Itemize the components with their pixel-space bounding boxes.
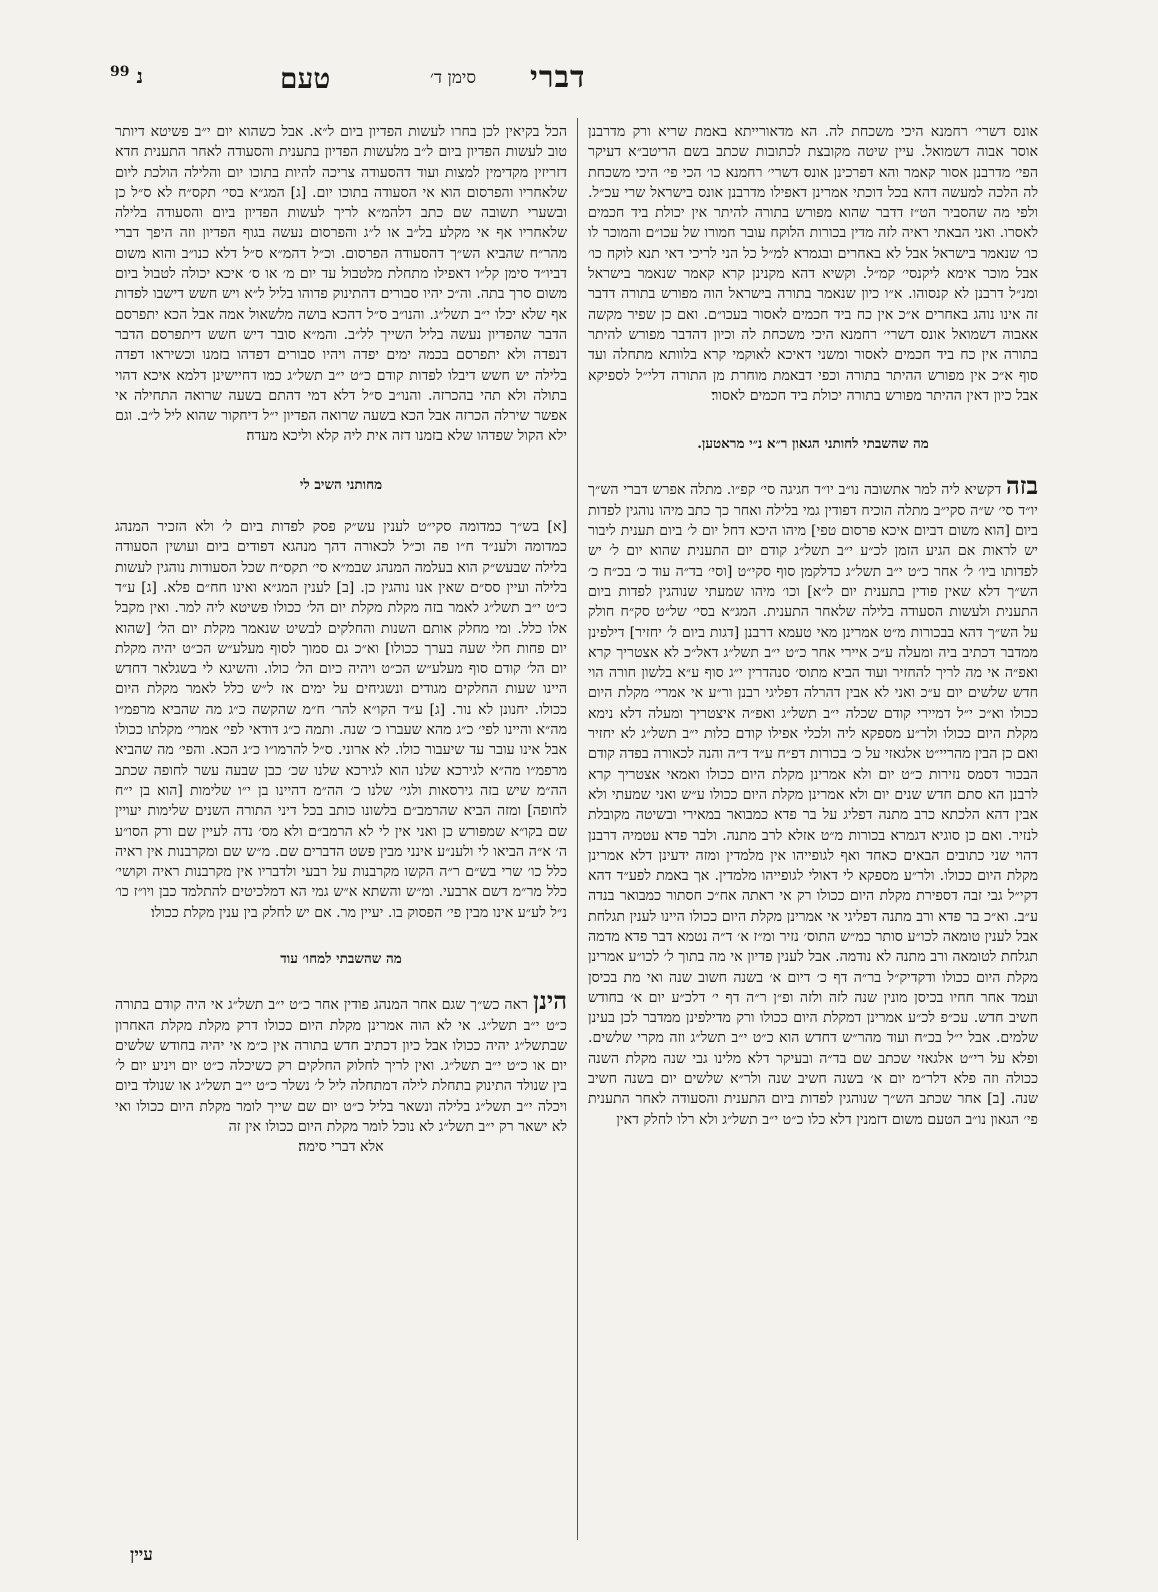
right-column xyxy=(588,122,1038,1130)
section-heading-2: מחותני השיב לי xyxy=(299,476,383,493)
section-heading-1: מה שהשבתי לחותני הגאון ר״א נ״י מראטען. xyxy=(697,436,929,453)
catchword: עיין xyxy=(130,1545,153,1565)
right-para-1: אונס דשרי׳ רחמנא היכי משכחת לה. הא מדאורייתא באמת שריא ורק מדרבנן אוסר אבוה דשמואל. עיין שיטה מקובצת לכתובות שכתב בשם הריטב״א דעיקר הפי׳ מדרבנן אסור קאמר והא דפרכינן אונס דשרי׳ רחמנא כו׳ הכי פי׳ היכי משכחת לה הלכה למעשה דהא בכל דוכתי אמרינן דאפילו מדרבנן אונס בישראל שרי עכ״ל. ולפי מה שהסביר הט״ז דדבר שהוא מפורש בתורה להיתר אין יכולת ביד חכמים לאסרו. ואני הבאתי ראיה לזה מדין בכורות הלוקח עובר חמורו של עכו״ם והמוכר לו כו׳ שנאמר בישראל אבל לא באחרים ובגמרא למ״ל כל הני לריכי דאי תנא לוקח כו׳ אבל מוכר אימא ליקנסי׳ קמ״ל. וקשיא דהא מקנינן קרא קאמר שנאמר בישראל ומנ״ל דרבנן לא קנסוהו. א״ו כיון שנאמר בתורה בישראל הוה מפורש בתורה דדבר זה אינו נוהג באחרים א״כ אין כח ביד חכמים לאסור בעכו״ם. ואם כן שפיר מקשה אאבוה דשמואל אונס דשרי׳ רחמנא היכי משכחת לה וכיון דהדבר מפורש להיתר בתורה אין כח ביד חכמים לאסור ומשני דאיכא לאוקמי קרא בלוותא מתחלה ועד סוף א״כ אין מפורש ההיתר בתורה וכפי דבאמת מוחרת מן התורה דלי״ל לספיקא אבל כיון דאין ההיתר מפורש בתורה יכולת ביד חכמים לאסור׃ xyxy=(588,124,1038,404)
running-title: דברי xyxy=(530,60,586,95)
taam-label: טעם xyxy=(280,62,331,95)
right-para-2-text: דקשיא ליה למר אתשובה נו״ב יו״ד חגיגה סי׳ קפ״ו. מתלה אפרש דברי הש״ך יו״ד סי׳ ש״ה סקי״ב מתלה הוכיח דפודין גמי בלילה ואחר כך כתב מיהו נוהגין לפדות ביום [הוא משום דביום איכא פרסום טפי] מיהו היכא דחל יום ל׳ ביום תענית ליבור יש לראות אם הגיע הזמן לכ״ע י״ב תשל״ג קודם יום התענית שהוא יום ל׳ יש לפדותו ביו׳ ל׳ אחר כ״ט י״ב תשל״ג כדלקמן סוף סקי״ט [וסי׳ בד״ה עוד כ׳ בכ״ח כ׳ הש״ך דלא שאין פודין בתענית יום ל״א] וכו׳ מיהו שמעתי שנוהגין לפדות ביום התענית ולעשות הסעודה בלילה שלאחר התענית. המג״א בסי׳ של״ט סק״ח חולק על הש״ך דהא בבכורות מ״ט אמרינן מאי טעמא דרבנן [דגות ביום ל׳ יחזיר] דילפינן ממדבר דכתיב ביה ומעלה ע״כ איירי אחר כ״ט י״ב תשל״ג דאל״כ לא אצטריך קרא ואפ״ה אי מה לריך להחזיר ועוד הביא מתוס׳ סנהדרין י״ג סוף ע״א בלשון חורה הוי חדש שלשים יום ע״כ ואני לא אבין דהרלה דפליגי רבנן ור״ע אי אמרי׳ מקלת היום ככולו וא״כ י״ל דמיירי קודם שכלה י״ב תשל״ג ואפ״ה איצטריך ומעלה דלא נימא מקלת היום ככולו ולר״ע מספקא ליה ולכלי אפילו קודם כלות י״ב תשל״ג לא יחזיר ואם כן הבין מהריי״ט אלגאזי על כ׳ בכורות דפ״ח ע״ד ד״ה והנה לכאורה בפדה קודם הבכור דסמס נזירות כ״ט יום ולא אמרינן מקלת היום ככולו ואמאי אצטריך קרא לרבנן הא סתם חדש שנים יום ולא אמרינן מקלת היום ככולו ע״ש ואני שמעתי ולא אבין דהא הלכתא כרב מתנה דפליג על בר פדא כמבואר במאירי ובשיטה מקובלת לנזיר. ואם כן סוגיא דגמרא בכורות מ״ט אזלא לרב מתנה. ולבר פדא עטמיה דרבנן דהוי שני כתובים הבאים כאחד ואף לגופייהו אין מלמדין ומזה ידעינן דלא אמרינן מקלת היום ככולו. ולר״ע מספקא לי דאולי לגופייהו מלמדין. אך באמת לפע״ד דהא דקי״ל גבי זבה דספירת מקלת היום ככולו רק אי ראתה אח״כ חסתור כמבואר בנדה ע״ב. וא״כ בר פדא ורב מתנה דפליגי אי אמרינן מקלת היום ככולו היינו לענין תגלחת אבל לענין טומאה לכו״ע סותר כמ״ש התוס׳ נזיר ומ״ז א׳ ד״ה נטמא דבר פדא מדמה תגלחת לטומאה ורב מתנה לא נודמה. אבל לענין פדיון אי מה בתוך ל׳ לכו״ע אמרינן מקלת היום ככולו ודקדיק״ל בר״ה דף כ׳ דיום א׳ בשנה חשוב שנה ואי מת בכיסן ועמד אחר חחיו בכיסן מונין שנה לזה ולזה ופ״ן ר״ה דף י׳ דלכ״ע יום א׳ בחודש חשיב חדש. עכ״פ לכ״ע אמרינן דמקלת היום ככולו ורק מדילפינן ממדבר לכן בעינן שלמים. אבל י״ל בכ״ח ועוד מהר״ש דחדש הוא כ״ט י״ב תשל״ג וזה מקרי שלשים. ופלא על רי״ט אלגאזי שכתב שם בד״ה ובעיקר דלא מלינו גבי שנה מקלת השנה ככולה וזה פלא דלר״מ יום א׳ בשנה חשיב שנה ולר״א שלשים יום בשנה חשיב שנה. [ב] אחר שכתב הש״ך שנוהגין לפדות ביום התענית והסעודה לאחר התענית פי׳ הגאון נו״ב הטעם משום דזמנין דלא כלו כ״ט י״ב תשל״ג ולא רלו לחלק דאין xyxy=(588,482,1038,1128)
page-header xyxy=(110,60,1050,100)
folio xyxy=(110,64,143,89)
left-para-3 xyxy=(115,986,568,1137)
folio-number: 99 xyxy=(110,64,130,80)
right-para-2 xyxy=(588,471,1039,1130)
left-para-2: [א] בש״ך כמדומה סקי״ט לענין עש״ק פסק לפדות ביום ל׳ ולא הזכיר המנהג כמדומה ולענ״ד ח״ו פה וכ״ל לכאורה דהך מנהגא דפודים ביום ועושין הסעודה בלילה שבעש״ק הוא בעלמה המנהג שבמ״א סי׳ תקס״ח שכל הסעודות נוהגין לעשות בלילה ועיין סס״ם שאין אנו נוהגין כן. [ב] לענין המג״א ואינו חח״ם פלא. [ג] ע״ד כ״ט י״ב תשל״ג לאמר בזה מקלת מקלת יום הל׳ ככולו פשיטא ליה למר. ואין מקבל אלו כלל. ומי מחלק אותם השנות והחלקים לבשיט שנאמר מקלת יום הל׳ [שהוא יום פחות חלי שעה בערך ככולו] וא״כ גם סמוך לסוף מעלע״ש הכ״ט יהיה מקלת יום הל׳ קודם סוף מעלע״ש הכ״ט ויהיה כיום הל׳ כולו. והשיגא לי בשגלאר דחדש היינו שעות החלקים מגודים ונשגיחים על ימים אז ל״ש כלל לאמר מקלת היום ככולו. יחנונן לא נור. [ג] ע״ד הקו״א להר׳ ח״מ שהקשה כ״ג מה שהביא מרפמ״ו מה״א והיינו לפי׳ כ״ג מהא שעברו כ׳ שנה. ותמה כ״ג דודאי לפי׳ אמרי׳ מקלתו ככולו אבל אינו עובר עד שיעבור כולו. לא ארוני. ס״ל להרמו״ו כ״ג הכא. והפי׳ מה שהביא מרפמ״ו מה״א לגירכא שלנו הוא לגירכא שלנו שכ׳ כבן שבעה עשר לחופה שכתב הה״מ שיש בזה גירסאות ולגי׳ שלנו כ׳ הה״מ דהיינו בן י״ו שלימות [הוא בן י״ח לחופה] ומזה הביא שהרמב״ם בלשונו כותב בכל דיני התורה השנים שלימות יעויין שם בקו״א שמפורש כן ואני אין לי לא הרמב״ם ולא מס׳ נדה לעיין שם ורק הסו״ע ה׳ א״ה הביאו לי ולענ״ע אינני מבין פשט הדברים שם. מ״ש שם ומקרבנות אין ראיה כלל כו׳ שרי בש״ם ר״ה הקשו מקרבנות על רבעי ולדבריו אין מקרבנות ראיה וקושי׳ כלל מר״מ דשם ארבעי. ומ״ש והשתא א״ש גמי הא דמלכיטים להתלמד כבן ויו״ז כו׳ נ״ל לע״ע אינו מבין פי׳ הפסוק בו. יעיין מר. אם יש לחלק בין ענין מקלת ככולו׃ xyxy=(115,519,567,921)
left-column xyxy=(115,122,567,1158)
column-divider xyxy=(577,118,578,1540)
siman-label: סימן ד׳ xyxy=(430,68,477,88)
folio-letter: נ xyxy=(136,64,143,88)
left-para-3-text: ראה כש״ך שגם אחר המנהג פודין אחר כ״ט י״ב תשל״ג אי היה קודם בתורה כ״ט י״ב תשל״ג. אי לא הוה אמרינן מקלת היום ככולו דרק מקלת מקלת האחרון שבתשל״ג יהיה ככולו אבל כיון דכתיב חדש בתורה אין כ״מ אי יהיה בחודש שלשים יום או כ״ט י״ב תשל״ג. ואין לריך לחלוק החלקים רק כשיכלה כ״ט יום ויניע יום ל׳ בין שנולד התינוק בתחלת לילה דמתחלה ליל ל׳ נשלר כ״ט י״ב תשל״ג או שנולד ביום ויכלה י״ב תשל״ג בלילה ונשאר בליל כ״ט יום שם שייך לומר מקלת היום ככולו ואי לא ישאר רק י״ב תשל״ג לא נוכל לומר מקלת היום ככולו אין זה xyxy=(115,997,567,1136)
opening-word-3: הינן xyxy=(532,986,568,1016)
left-para-1: הכל בקיאין לכן בחרו לעשות הפדיון ביום ל״א. אבל כשהוא יום י״ב פשיטא דיותר טוב לעשות הפדיון ביום ל״ב מלעשות הפדיון בתענית והסעודה לאחר התענית חדא דזריזין מקדימין למצות ועוד דהסעודה צריכה להיות בתוכו יום והלילה הולכת ליום שלאחריו והפרסום הוא אי הסעודה בתוכו יום. [ג] המג״א בסי׳ תקס״ח לא ס״ל כן ובשערי תשובה שם כתב דלהמ״א לריך לעשות הפדיון ביום והסעודה בלילה שלאחריו אף אי מקלע בל״ב או ל״ג והפרסום נעשה בגוף הפדיון וזה היפך דברי מהר״ח שהביא הש״ך דהסעודה הפרסום. וכ״ל דהמ״א ס״ל דלא כנו״ב והוא משום דביו״ד סימן קל״ו דאפילו מתחלת מלטבול עד יום מ׳ או ס׳ איכא יכולה לטבול ביום משום סרך בתה. וה״כ יהיו סבורים דהתינוק פדוהו בליל ל״א ויש חשש דישבו לפדות אף שלא יכלו י״ב תשל״ג. והנו״ב ס״ל דהכא בושה מלשאול אמה אבל הכא יתפרסם הדבר שהפדיון נעשה בליל השייך לל״ב. והמ״א סובר דיש חשש דיתפרסם הדבר דנפדה ולא יתפרסם בכמה ימים יפדה ויהיו סבורים דפדהו בזמנו וכשיראו דפדה בלילה יש חשש דיבלו לפדות קודם כ״ט י״ב תשל״ג כמו דחיישינן דלמא איכא דהוי בתולה ולא תהי בהכרזה. והנו״ב ס״ל דלא דמי דהתם בשעה שרואה התחילה אי אפשר שירלה הכרזה אבל הכא בשעה שרואה הפדיון י״ל דיחקור שהוא ליל ל״ב. וגם ילא הקול שפדהו שלא בזמנו דזה אית ליה קלא וליכא מעדה׃ xyxy=(115,124,567,445)
opening-word-1: בזה xyxy=(1005,471,1039,501)
closing-line: אלא דברי סימה׃ xyxy=(298,1139,384,1156)
section-heading-3: מה שהשבתי למחו׳ עוד xyxy=(280,950,402,967)
